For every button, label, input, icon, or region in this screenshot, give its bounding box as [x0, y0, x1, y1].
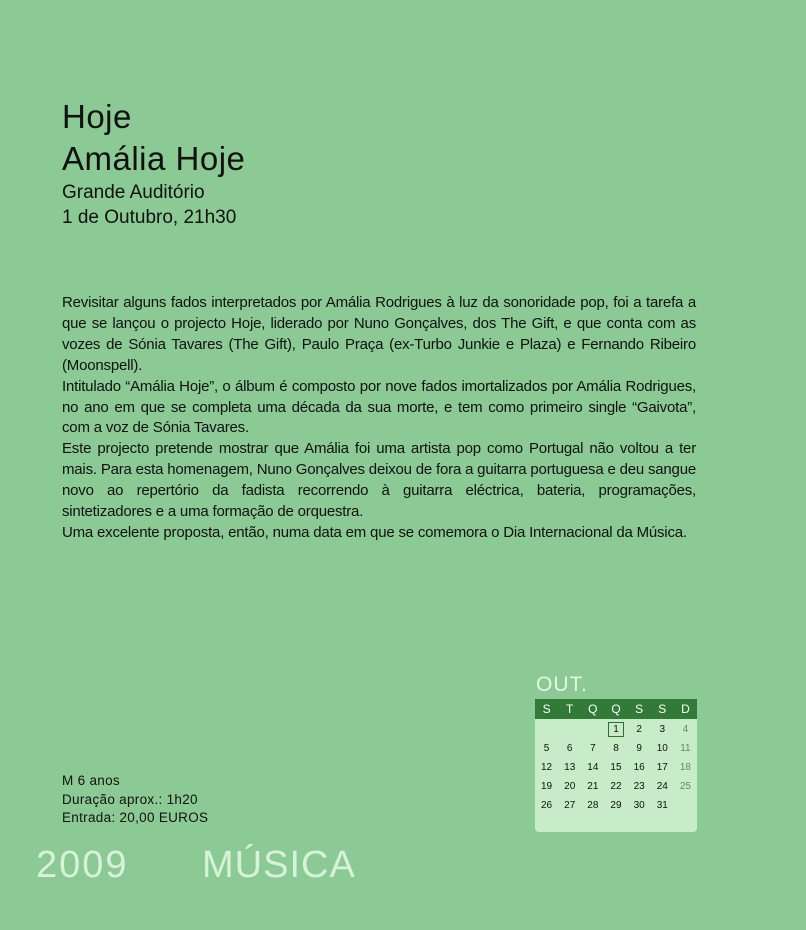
duration: Duração aprox.: 1h20 [62, 791, 198, 807]
calendar-weekday: D [681, 702, 690, 716]
calendar-day: 16 [633, 762, 645, 773]
event-header [62, 96, 245, 230]
calendar-day: 18 [679, 762, 691, 773]
calendar-day [535, 720, 558, 739]
event-info [62, 772, 208, 828]
description-paragraph: Uma excelente proposta, então, numa data em que se comemora o Dia Internacional da Música. [62, 523, 687, 541]
calendar-day: 13 [564, 762, 576, 773]
calendar-day: 30 [633, 800, 645, 811]
calendar-day: 9 [636, 743, 642, 754]
event-title-line2: Amália Hoje [62, 140, 246, 177]
calendar-day: 24 [656, 781, 668, 792]
calendar-day: 23 [633, 781, 645, 792]
calendar-day: 11 [680, 743, 691, 754]
calendar-day: 19 [541, 781, 553, 792]
calendar-day [674, 796, 697, 815]
calendar-weekday: Q [588, 702, 598, 716]
calendar-weekdays [535, 699, 697, 719]
calendar-day: 12 [541, 762, 553, 773]
calendar-day: 6 [566, 743, 573, 754]
calendar-day: 5 [543, 743, 550, 754]
calendar-day: 28 [587, 800, 599, 811]
calendar-day: 2 [636, 724, 642, 735]
event-venue: Grande Auditório [62, 182, 205, 203]
calendar-day: 27 [564, 800, 576, 811]
calendar-day: 20 [564, 781, 576, 792]
footer-category: MÚSICA [202, 844, 356, 886]
calendar-day: 3 [659, 724, 666, 735]
calendar [535, 699, 697, 832]
description-paragraph: Este projecto pretende mostrar que Amália foi uma artista pop como Portugal não voltou a ter mais. Para esta homenagem, Nuno Gonçalves deixou de fora a guitarra portuguesa e deu sangue novo ao repertório da fadista recorrendo à guitarra eléctrica, bateria, programações, sintetizadores e a uma formação de orquestra. [62, 440, 696, 521]
calendar-day [581, 720, 604, 739]
calendar-weekday: S [635, 702, 644, 716]
calendar-day: 26 [541, 800, 553, 811]
event-title-line1: Hoje [62, 98, 132, 135]
calendar-weekday: S [658, 702, 667, 716]
calendar-day: 8 [613, 743, 619, 754]
footer-year: 2009 [36, 844, 129, 886]
calendar-weekday: Q [611, 702, 621, 716]
calendar-day: 25 [679, 781, 691, 792]
calendar-day [558, 720, 581, 739]
age-rating: M 6 anos [62, 773, 120, 788]
calendar-day [604, 720, 627, 739]
calendar-day: 17 [656, 762, 668, 773]
description-paragraph: Revisitar alguns fados interpretados por Amália Rodrigues à luz da sonoridade pop, foi a tarefa a que se lançou o projecto Hoje, liderado por Nuno Gonçalves, dos The Gift, e que conta com as vozes de Sónia Tavares (The Gift), Paulo Praça (ex-Turbo Junkie e Plaza) e Fernando Ribeiro (Moonspell). [62, 294, 696, 374]
calendar-day: 4 [682, 724, 689, 735]
ticket-price: Entrada: 20,00 EUROS [62, 810, 209, 825]
calendar-month: OUT. [536, 673, 588, 696]
calendar-day: 14 [587, 762, 599, 773]
calendar-day-highlight: 1 [608, 722, 624, 737]
calendar-day: 7 [590, 743, 596, 754]
calendar-day: 15 [610, 762, 622, 773]
description-paragraph: Intitulado “Amália Hoje”, o álbum é composto por nove fados imortalizados por Amália Rodrigues, no ano em que se completa uma década da sua morte, e tem como primeiro single “Gaivota”, com a voz de Sónia Tavares. [62, 377, 696, 437]
event-description [62, 293, 696, 544]
calendar-day: 22 [610, 781, 622, 792]
calendar-days [535, 719, 697, 815]
event-date: 1 de Outubro, 21h30 [62, 207, 237, 228]
calendar-day: 21 [587, 781, 599, 792]
calendar-weekday: S [542, 702, 551, 716]
calendar-day: 10 [656, 743, 668, 754]
calendar-day: 29 [610, 800, 622, 811]
calendar-weekday: T [566, 702, 574, 716]
calendar-day: 31 [656, 800, 668, 811]
